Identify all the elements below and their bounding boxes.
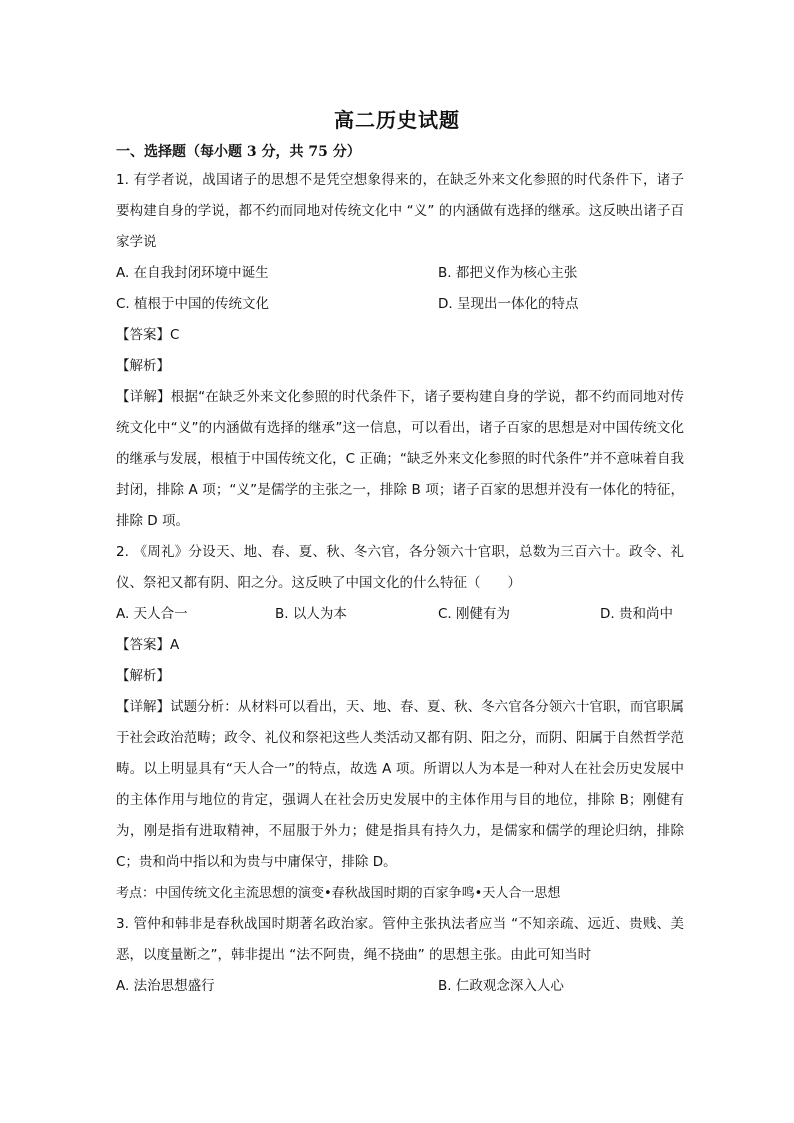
question-1-option-d: D. 呈现出一体化的特点 <box>438 296 579 312</box>
question-2-option-a: A. 天人合一 <box>116 606 188 622</box>
question-3-options-row <box>116 971 684 1002</box>
page-title: 高二历史试题 <box>334 108 460 132</box>
question-1-option-a: A. 在自我封闭环境中诞生 <box>116 265 269 281</box>
question-2-stem: 2. 《周礼》分设天、地、春、夏、秋、冬六官，各分领六十官职，总数为三百六十。政令、礼仪、祭祀又都有阴、阳之分。这反映了中国文化的什么特征（ ） <box>116 544 684 591</box>
question-2-option-c: C. 刚健有为 <box>438 606 511 622</box>
question-2-answer: 【答案】A <box>116 637 180 653</box>
question-1-options-row-1 <box>116 258 684 289</box>
question-1-analysis-label: 【解析】 <box>116 358 170 374</box>
question-1-stem: 1. 有学者说，战国诸子的思想不是凭空想象得来的，在缺乏外来文化参照的时代条件下，诸子要构建自身的学说，都不约而同地对传统文化中 “义” 的内涵做有选择的继承。这反映出诸子百家学说 <box>116 172 684 250</box>
question-2-option-d: D. 贵和尚中 <box>600 606 673 622</box>
question-1-option-b: B. 都把义作为核心主张 <box>438 265 578 281</box>
question-2-option-b: B. 以人为本 <box>275 606 347 622</box>
question-2-detail: 【详解】试题分析：从材料可以看出，天、地、春、夏、秋、冬六官各分领六十官职，而官职属于社会政治范畴；政令、礼仪和祭祀这些人类活动又都有阴、阳之分，而阴、阳属于自然哲学范畴。以上明显具有“天人合一”的特点，故选 A 项。所谓以人为本是一种对人在社会历史发展中的主体作用与地位的肯定，强调人在社会历史发展中的主体作用与目的地位，排除 B；刚健有为，刚是指有进取精神，不屈服于外力；健是指具有持久力，是儒家和儒学的理论归纳，排除 C；贵和尚中指以和为贵与中庸保守，排除 D。 <box>116 699 684 870</box>
question-3-stem: 3. 管仲和韩非是春秋战国时期著名政治家。管仲主张执法者应当 “不知亲疏、远近、贵贱、美恶，以度量断之”，韩非提出 “法不阿贵，绳不挠曲” 的思想主张。由此可知当时 <box>116 916 684 963</box>
question-1-answer: 【答案】C <box>116 327 180 343</box>
question-1-option-c: C. 植根于中国的传统文化 <box>116 296 270 312</box>
question-2-analysis-label: 【解析】 <box>116 668 170 684</box>
question-3-option-b: B. 仁政观念深入人心 <box>438 978 564 994</box>
section-heading: 一、选择题（每小题 3 分，共 75 分） <box>116 144 361 160</box>
question-2-kaodian: 考点：中国传统文化主流思想的演变•春秋战国时期的百家争鸣•天人合一思想 <box>116 886 561 901</box>
question-3-option-a: A. 法治思想盛行 <box>116 978 215 994</box>
question-1-detail: 【详解】根据“在缺乏外来文化参照的时代条件下，诸子要构建自身的学说，都不约而同地对传统文化中“义”的内涵做有选择的继承”这一信息，可以看出，诸子百家的思想是对中国传统文化的继承与发展，根植于中国传统文化，C 正确；“缺乏外来文化参照的时代条件”并不意味着自我封闭，排除 A 项；“义”是儒学的主张之一，排除 B 项；诸子百家的思想并没有一体化的特征，排除 D 项。 <box>116 389 684 529</box>
questions-content <box>116 165 684 1002</box>
question-1-options-row-2 <box>116 289 684 320</box>
question-2-options-row <box>116 599 684 630</box>
